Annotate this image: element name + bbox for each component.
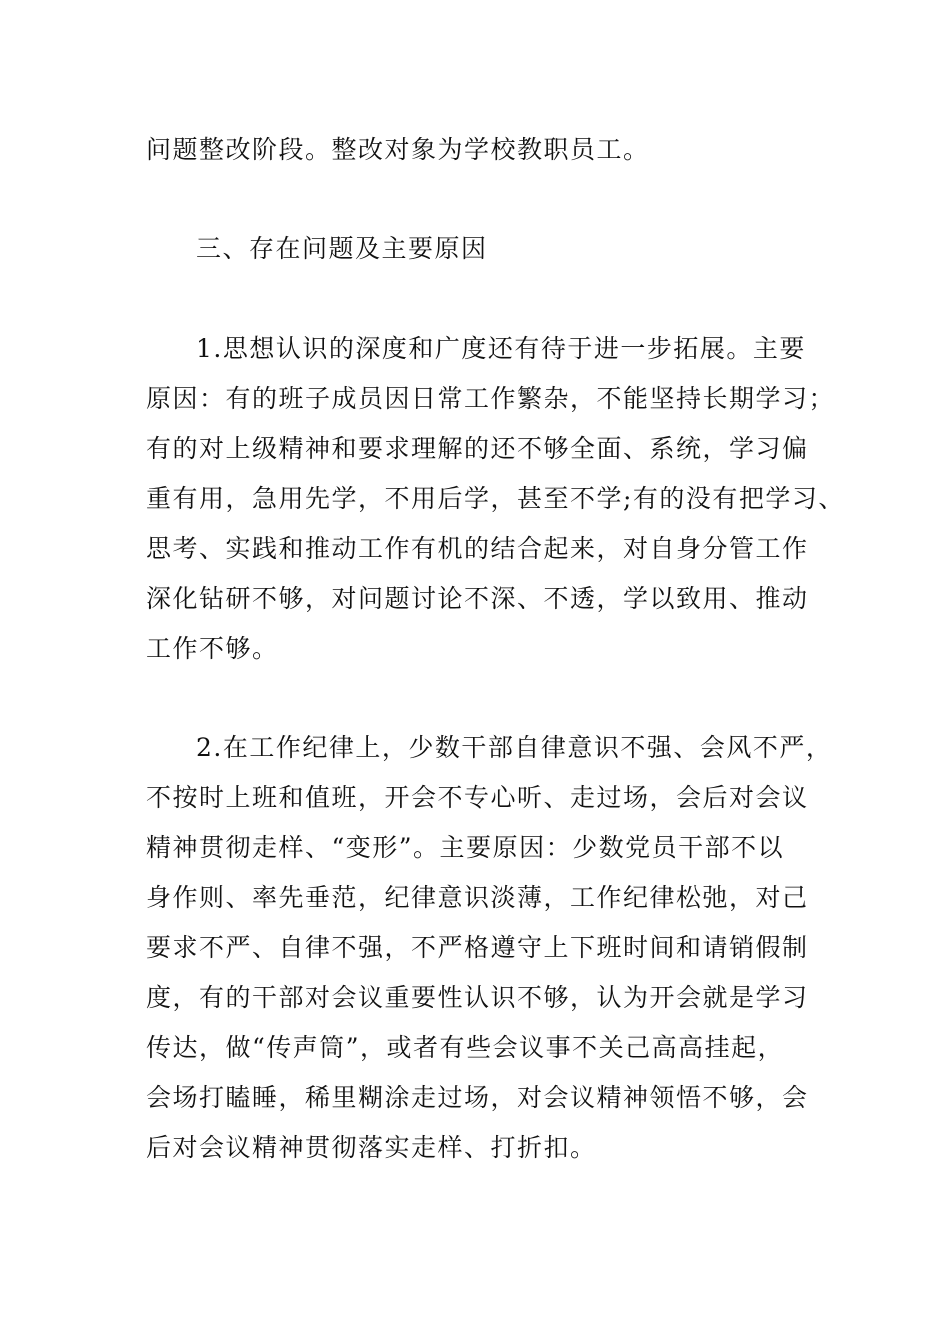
item-1-line: 原因：有的班子成员因日常工作繁杂，不能坚持长期学习； bbox=[146, 384, 836, 413]
item-2-line: 要求不严、自律不强，不严格遵守上下班时间和请销假制 bbox=[146, 933, 809, 962]
item-2-line: 不按时上班和值班，开会不专心听、走过场，会后对会议 bbox=[146, 783, 809, 812]
item-2-line: 会场打瞌睡，稀里糊涂走过场，对会议精神领悟不够，会 bbox=[146, 1083, 809, 1112]
item-2-line: 传达，做“传声筒”，或者有些会议事不关己高高挂起， bbox=[146, 1033, 785, 1062]
section-heading: 三、存在问题及主要原因 bbox=[196, 234, 488, 263]
item-1-line: 深化钻研不够，对问题讨论不深、不透，学以致用、推动 bbox=[146, 584, 809, 613]
item-2-line: 精神贯彻走样、“变形”。主要原因：少数党员干部不以 bbox=[146, 833, 785, 862]
paragraph-line: 问题整改阶段。整改对象为学校教职员工。 bbox=[146, 135, 650, 164]
item-1-line: 1.思想认识的深度和广度还有待于进一步拓展。主要 bbox=[196, 334, 806, 363]
item-2-line: 度，有的干部对会议重要性认识不够，认为开会就是学习 bbox=[146, 983, 809, 1012]
item-1-line: 思考、实践和推动工作有机的结合起来，对自身分管工作 bbox=[146, 534, 809, 563]
item-1-line: 重有用，急用先学，不用后学，甚至不学;有的没有把学习、 bbox=[146, 484, 845, 513]
item-2-line: 身作则、率先垂范，纪律意识淡薄，工作纪律松弛，对己 bbox=[146, 883, 809, 912]
item-1-line: 工作不够。 bbox=[146, 634, 279, 663]
item-2-line: 后对会议精神贯彻落实走样、打折扣。 bbox=[146, 1133, 597, 1162]
item-1-line: 有的对上级精神和要求理解的还不够全面、系统，学习偏 bbox=[146, 434, 809, 463]
item-2-line: 2.在工作纪律上，少数干部自律意识不强、会风不严， bbox=[196, 733, 833, 762]
